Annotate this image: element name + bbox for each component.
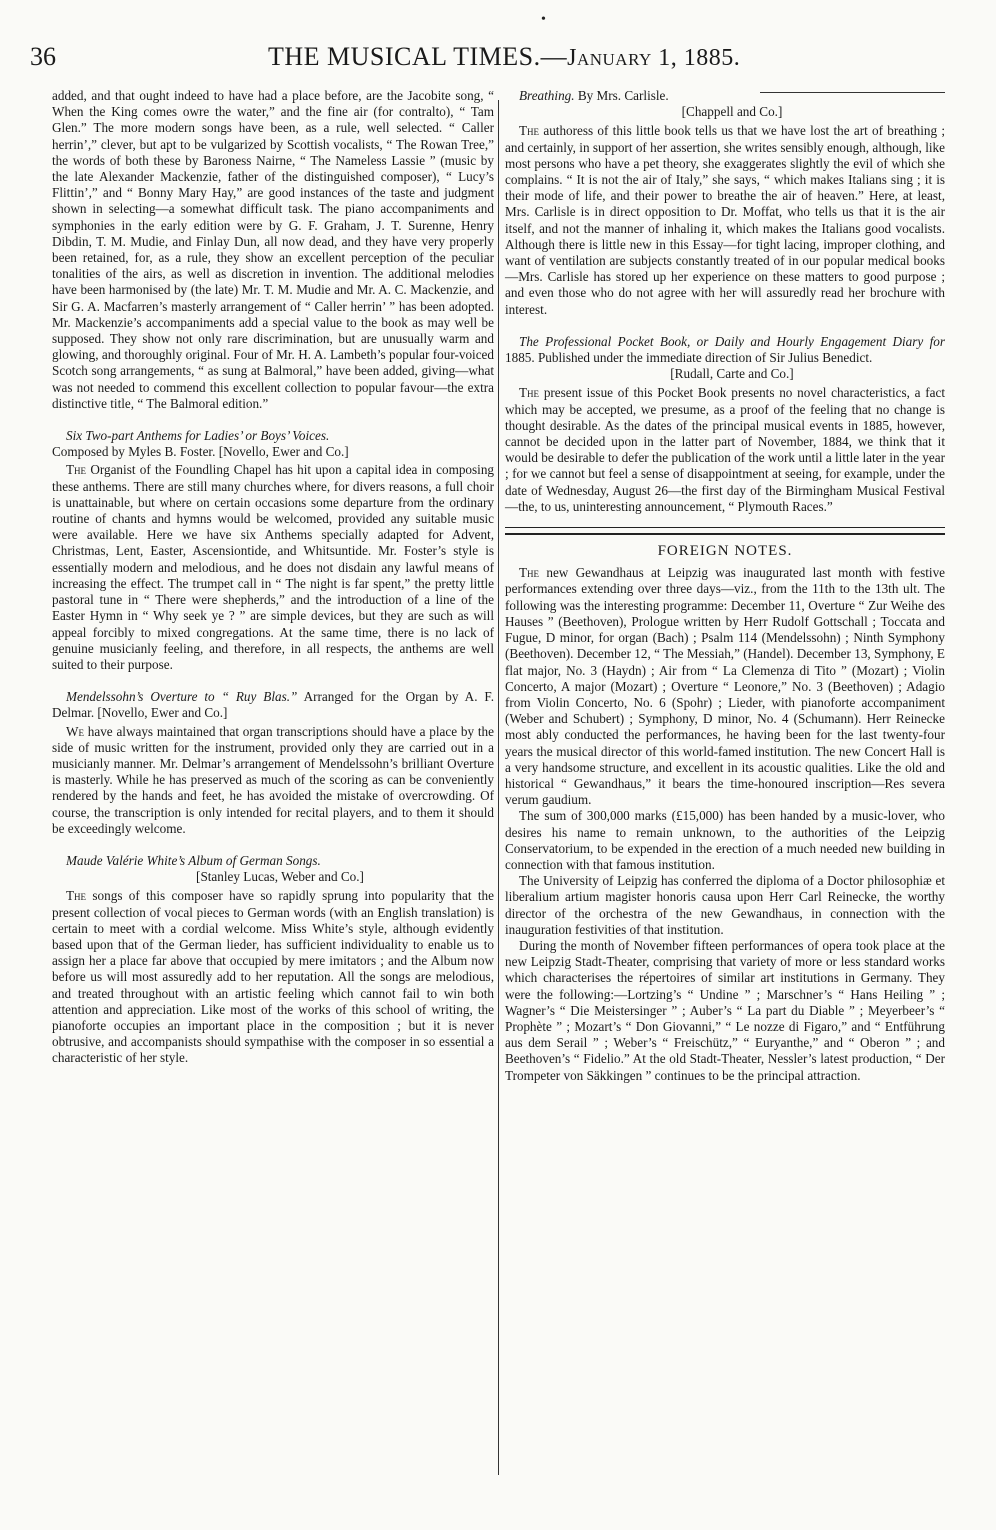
- review-subtitle: Arranged for the Organ by A. F. Delmar.: [52, 689, 494, 721]
- review-body: [52, 724, 494, 837]
- foreign-paragraph: The sum of 300,000 marks (£15,000) has been handed by a music-lover, who desires his name to remain unknown, to the authorities of the Leipzig Conservatorium, to be expended in the erection of a much needed new building in connection with that famous institution.: [505, 808, 945, 872]
- column-divider: [498, 100, 499, 1475]
- review-publisher: [Chappell and Co.]: [681, 104, 783, 120]
- section-rule: [505, 527, 945, 535]
- intro-paragraph: added, and that ought indeed to have had a place before, are the Jacobite song, “ When the King comes owre the water,” and the fine air (for contralto), “ Tam Glen.” The more modern songs have been, as a rule, well selected. “ Caller herrin’,” clever, but apt to be vulgarized by Scottish vocalists, “ The Rowan Tree,” the words of both these by Baroness Nairne, “ The Nameless Lassie ” (music by the late Alexander Mackenzie, father of the distinguished composer), “ Lucy’s Flittin’,” and “ Bonny Mary Hay,” are good instances of the taste and judgment shown in selecting—a somewhat difficult task. The piano accompaniments and symphonies in the early edition were by G. F. Graham, J. T. Surenne, Henry Dibdin, T. M. Mudie, and Finlay Dun, all now dead, and they have very properly been retained, for, as a rule, they show an excellent perception of the peculiar tonalities of the airs, as well as discretion in invention. The additional melodies have been harmonised by (the late) Mr. T. M. Mudie and Mr. A. C. Mackenzie, and Sir G. A. Macfarren’s masterly arrangement of “ Caller herrin’ ” has been adopted. Mr. Mackenzie’s accompaniments add a special value to the book as may well be supposed. They show not only rare discrimination, but are unusually warm and glowing, and thoroughly original. Four of Mr. H. A. Lambeth’s popular four-voiced Scotch song arrangements, “ as sung at Balmoral,” have been added, giving—what was not needed to commend this excellent collection to popular favour—the extra distinctive title, “ The Balmoral edition.”: [52, 88, 494, 411]
- page-title: [268, 42, 740, 72]
- review-title: Mendelssohn’s Overture to “ Ruy Blas.”: [66, 689, 298, 705]
- right-column: [505, 88, 945, 1084]
- review-ruy-blas: [52, 689, 494, 721]
- review-body: [505, 385, 945, 515]
- review-subtitle: By Mrs. Carlisle.: [577, 88, 669, 103]
- review-body: [52, 462, 494, 673]
- review-subtitle: 1885. Published under the immediate direction of Sir Julius Benedict.: [505, 350, 873, 366]
- foreign-paragraph: [505, 565, 945, 808]
- page-header: [30, 42, 930, 82]
- review-publisher: [Stanley Lucas, Weber and Co.]: [196, 869, 364, 885]
- review-title: Breathing.: [519, 88, 575, 103]
- review-title: Maude Valérie White’s Album of German Songs.: [66, 852, 321, 868]
- issue-date: January 1, 1885.: [567, 45, 741, 71]
- review-lead: The: [519, 123, 540, 139]
- paragraph-text: new Gewandhaus at Leipzig was inaugurated last month with festive performances extending over three days—viz., from the 11th to the 13th ult. The following was the interesting programme: December 11, Overture “ Zur Weihe des Hauses ” (Beethoven), Prologue written by Herr Rudolf Gottschall ; Toccata and Fugue, D minor, for organ (Bach) ; Psalm 114 (Mendelssohn) ; Ninth Symphony (Beethoven). December 12, “ The Messiah,” (Handel). December 13, Symphony, E flat major, No. 3 (Haydn) ; Air from “ La Clemenza di Tito ” (Mozart) ; Violin Concerto, A major (Mozart) ; Overture “ Leonore,” No. 3 (Beethoven) ; Adagio from Violin Concerto, No. 6 (Spohr) ; Lieder, with pianoforte accompaniment (Weber and Schubert) ; Symphony, D minor, No. 4 (Schumann). Herr Reinecke most ably conducted the performances, he having been for the last twenty-four years the musical director of this world-famed institution. The new Concert Hall is a very handsome structure, and excellent in its acoustic qualities. Like the old and historical “ Gewandhaus,” it bears the time-honoured inscription—Res severa verum gaudium.: [505, 565, 946, 808]
- section-heading: FOREIGN NOTES.: [657, 543, 793, 560]
- review-lead: The: [519, 385, 540, 401]
- review-title: The Professional Pocket Book, or Daily and Hourly Engagement Diary for: [519, 333, 945, 349]
- journal-title: THE MUSICAL TIMES.—: [268, 42, 568, 71]
- review-pocket-book: [505, 334, 945, 383]
- review-text: songs of this composer have so rapidly sprung into popularity that the present collection of vocal pieces to German words (with an English translation) is certain to meet with a cordial welcome. Miss White’s style, although evidently based upon that of the German lieder, has sufficient individuality to enable us to assign her a place far above that occupied by mere imitators ; and the Album now before us will most assuredly add to her reputation. All the songs are melodious, and treated throughout with an artistic feeling which cannot fail to win both attention and appreciation. Like most of the works of this school of writing, the pianoforte occupies an important place in the composition ; but it is never obtrusive, and accompanists should sympathise with the composer in so essential a characteristic of her style.: [52, 888, 494, 1066]
- review-text: authoress of this little book tells us that we have lost the art of breathing ; and certainly, in support of her assertion, she writes sensibly enough, although, like most persons who have a pet theory, she exaggerates slightly the evil of which she complains. “ It is not the air of Italy,” she says, “ which makes Italians sing ; it is their mode of life, and their power to breathe the air of heaven.” Here, at least, Mrs. Carlisle is in direct opposition to Dr. Moffat, who tells us that it is the air itself, and not the manner of inhaling it, which makes the Italians good vocalists. Although there is little new in this Essay—for tight lacing, improper clothing, and want of ventilation are subjects constantly treated of in our popular medical books—Mrs. Carlisle has stored up her experience on these matters to good purpose ; and even those who do not agree with her will assuredly read her brochure with interest.: [505, 123, 946, 317]
- review-lead: The: [66, 888, 87, 904]
- foreign-paragraph: During the month of November fifteen performances of opera took place at the new Leipzig Stadt-Theater, comprising that variety of more or less standard works which characterises the répertoires of similar art institutions in Germany. They were the following:—Lortzing’s “ Undine ” ; Marschner’s “ Hans Heiling ” ; Wagner’s “ Die Meistersinger ” ; Auber’s “ La part du Diable ” ; Meyerbeer’s “ Prophète ” ; Mozart’s “ Don Giovanni,” “ Le nozze di Figaro,” and “ Entführung aus dem Serail ” ; Weber’s “ Freischütz,” “ Euryanthe,” and “ Oberon ” ; and Beethoven’s “ Fidelio.” At the old Stadt-Theater, Nessler’s latest production, “ Der Trompeter von Säkkingen ” continues to be the principal attraction.: [505, 937, 945, 1083]
- review-subtitle: Composed by Myles B. Foster.: [52, 444, 216, 460]
- review-text: have always maintained that organ transcriptions should have a place by the side of music written for the instrument, provided only they are carried out in a musicianly manner. Mr. Delmar’s arrangement of Mendelssohn’s brilliant Overture is masterly. While he has preserved as much of the scoring as can be conveniently rendered by the hands and feet, he has avoided the mistake of overcrowding. Of course, the transcription is only intended for recital players, and to them it should be exceedingly welcome.: [52, 723, 494, 836]
- review-body: [505, 123, 945, 317]
- review-german-songs: [52, 853, 494, 885]
- review-breathing: [505, 88, 945, 120]
- page-number: 36: [30, 42, 56, 71]
- paragraph-lead: The: [519, 565, 540, 581]
- page-mark: •: [541, 12, 546, 27]
- review-anthems: [52, 428, 494, 460]
- review-lead: We: [66, 723, 84, 739]
- foreign-paragraph: The University of Leipzig has conferred the diploma of a Doctor philosophiæ et liberalium artium magister honoris causa upon Herr Carl Reinecke, the worthy director of the orchestra of the new Gewandhaus, in connection with the inauguration festivities of that institution.: [505, 873, 945, 937]
- review-title: Six Two-part Anthems for Ladies’ or Boys’ Voices.: [66, 428, 330, 444]
- review-publisher: [Novello, Ewer and Co.]: [97, 705, 228, 721]
- review-publisher: [Rudall, Carte and Co.]: [670, 366, 794, 382]
- review-publisher: [Novello, Ewer and Co.]: [218, 444, 349, 460]
- left-column: [52, 88, 494, 1067]
- review-body: [52, 888, 494, 1066]
- review-lead: The: [66, 462, 87, 478]
- review-text: present issue of this Pocket Book presents no novel characteristics, a fact which may be accepted, we presume, as a proof of the feeling that no change is thought desirable. As the dates of the principal musical events in 1885, however, cannot be decided upon in the latter part of November, 1884, we think that it would be desirable to defer the publication of the work until a little later in the year ; for we cannot but feel a sense of disappointment at seeing, for example, under the date of Wednesday, August 26—the first day of the Birmingham Musical Festival—the, to us, uninteresting announcement, “ Plymouth Races.”: [505, 385, 945, 514]
- review-text: Organist of the Foundling Chapel has hit upon a capital idea in composing these anthems. There are still many churches where, for divers reasons, a full choir is unattainable, but where on certain occasions some departure from the ordinary routine of chants and hymns would be welcomed, provided any suitable music were available. Here we have six Anthems specially adapted for Advent, Christmas, Lent, Easter, Ascensiontide, and Whitsuntide. Mr. Foster’s style is essentially modern and melodious, and he does not disdain any lawful means of increasing the effect. The trumpet call in “ The night is far spent,” the pretty little pastoral tune in “ There were shepherds,” and the introduction of a line of the Easter Hymn in “ Why seek ye ? ” are simple devices, but they are such as will appeal forcibly to mixed congregations. At the same time, there is no lack of genuine musicianly feeling, and therefore, in all respects, the anthems are well suited to their purpose.: [52, 462, 495, 672]
